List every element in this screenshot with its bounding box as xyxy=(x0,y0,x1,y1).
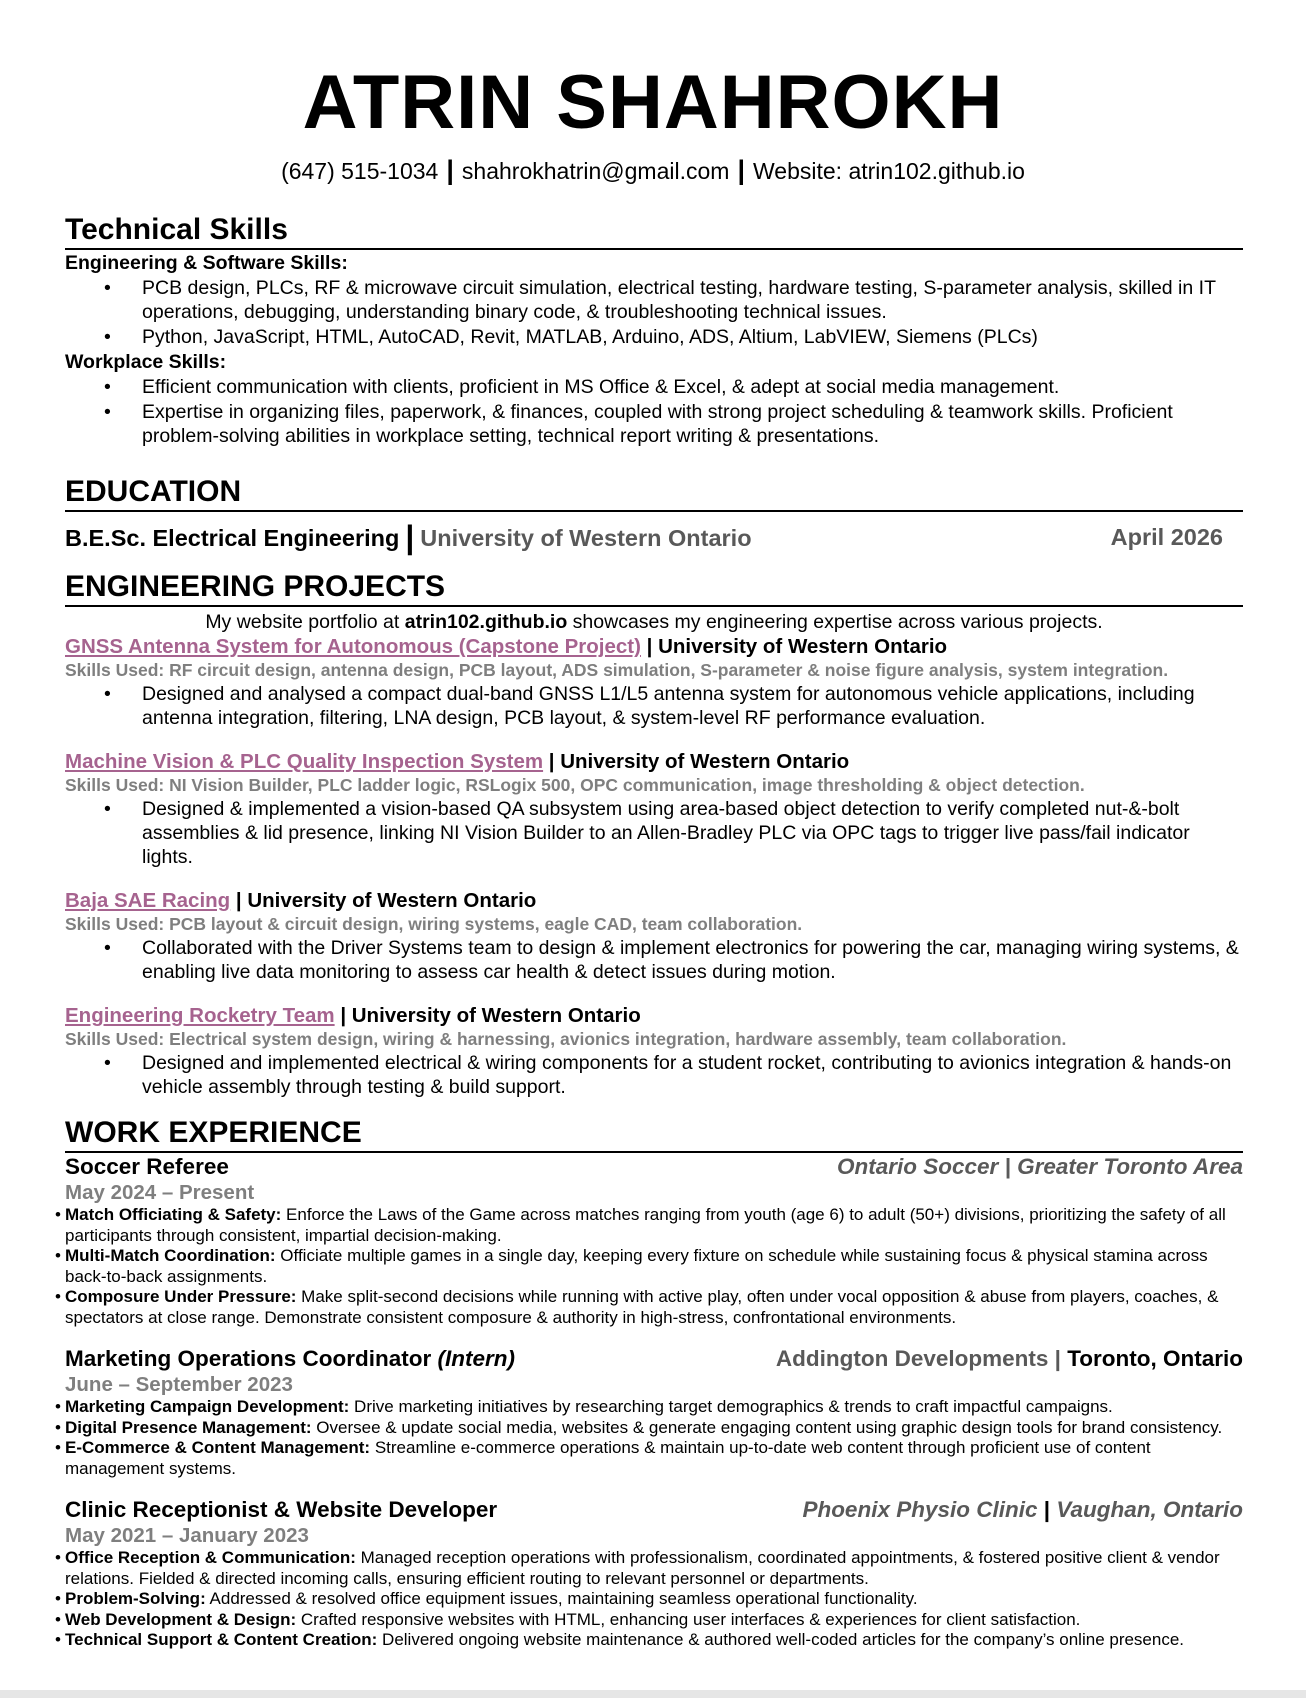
list-item: • Expertise in organizing files, paperwork, & finances, coupled with strong project scheduling & teamwork skills. Proficient problem-solving abilities in workplace setting, technical report writing & presentations. xyxy=(142,400,1243,448)
job-dates: May 2021 – January 2023 xyxy=(65,1524,309,1547)
project-skills: Skills Used: NI Vision Builder, PLC ladder logic, RSLogix 500, OPC communication, image thresholding & object detection. xyxy=(65,775,1085,795)
project-bullets xyxy=(65,797,1243,869)
project-heading xyxy=(65,1003,1243,1028)
list-item: • Collaborated with the Driver Systems team to design & implement electronics for powering the car, managing wiring systems, & enabling live data monitoring to assess car health & detect issues during motion. xyxy=(142,936,1243,984)
project-link[interactable]: GNSS Antenna System for Autonomous (Capstone Project) xyxy=(65,635,641,658)
job-bullets xyxy=(65,1548,1243,1651)
job-entry xyxy=(65,1153,1243,1328)
job-location: Vaughan, Ontario xyxy=(1056,1497,1243,1522)
job-heading xyxy=(65,1153,1243,1180)
bullet-label: Office Reception & Communication: xyxy=(65,1548,356,1567)
job-location: Greater Toronto Area xyxy=(1017,1154,1243,1179)
project-heading xyxy=(65,634,1243,659)
job-bullets xyxy=(65,1205,1243,1328)
job-role-extra: (Intern) xyxy=(437,1346,516,1371)
project-heading xyxy=(65,749,1243,774)
contact-separator: | xyxy=(446,155,454,185)
section-title-work-experience: WORK EXPERIENCE xyxy=(65,1115,1243,1153)
job-separator: | xyxy=(1037,1497,1057,1522)
list-item xyxy=(65,1610,1243,1631)
workplace-skills-list xyxy=(65,375,1243,448)
job-employer xyxy=(837,1153,1243,1180)
bullet-label: Match Officiating & Safety: xyxy=(65,1205,282,1224)
job-separator: | xyxy=(998,1154,1018,1179)
job-location: Toronto, Ontario xyxy=(1067,1346,1243,1371)
list-item xyxy=(65,1205,1243,1246)
portfolio-link[interactable]: atrin102.github.io xyxy=(404,611,568,633)
phone-number: (647) 515-1034 xyxy=(281,158,439,184)
project-skills: Skills Used: RF circuit design, antenna design, PCB layout, ADS simulation, S-parameter & noise figure analysis, system integration. xyxy=(65,660,1169,680)
project-link[interactable]: Machine Vision & PLC Quality Inspection System xyxy=(65,750,544,773)
email-address: shahrokhatrin@gmail.com xyxy=(461,158,730,184)
job-entry xyxy=(65,1345,1243,1479)
portfolio-suffix: showcases my engineering expertise across various projects. xyxy=(567,611,1103,633)
resume-content xyxy=(65,212,1243,1668)
list-item xyxy=(65,1548,1243,1589)
list-item xyxy=(65,1630,1243,1651)
project-org: | University of Western Ontario xyxy=(640,635,948,658)
section-title-technical-skills: Technical Skills xyxy=(65,212,1243,250)
section-title-projects: ENGINEERING PROJECTS xyxy=(65,569,1243,607)
bullet-text: Crafted responsive websites with HTML, enhancing user interfaces & experiences for client satisfaction. xyxy=(296,1609,1081,1629)
list-item: • Designed and analysed a compact dual-band GNSS L1/L5 antenna system for autonomous vehicle applications, including antenna integration, filtering, LNA design, PCB layout, & system-level RF performance evaluation. xyxy=(142,682,1243,730)
job-employer xyxy=(802,1496,1243,1523)
job-separator: | xyxy=(1048,1346,1068,1371)
project-org: | University of Western Ontario xyxy=(543,750,850,773)
bullet-text: Managed reception operations with professionalism, coordinated appointments, & fostered positive client & vendor relations. Fielded & directed incoming calls, ensuring efficient routing to relevant personnel or departments. xyxy=(65,1548,1220,1588)
job-heading xyxy=(65,1345,1243,1372)
job-role: Clinic Receptionist & Website Developer xyxy=(65,1497,498,1522)
portfolio-prefix: My website portfolio at xyxy=(205,611,405,633)
project-skills: Skills Used: Electrical system design, wiring & harnessing, avionics integration, hardware assembly, team collaboration. xyxy=(65,1029,1067,1049)
job-employer xyxy=(776,1345,1243,1372)
list-item xyxy=(65,1418,1243,1439)
job-company: Addington Developments xyxy=(775,1346,1049,1371)
bullet-text: Officiate multiple games in a single day, keeping every fixture on schedule while sustaining focus & physical stamina across back-to-back assignments. xyxy=(65,1246,1208,1286)
bullet-label: E-Commerce & Content Management: xyxy=(65,1438,371,1457)
project-entry xyxy=(65,634,1243,730)
bullet-text: Enforce the Laws of the Game across matches ranging from youth (age 6) to adult (50+) divisions, prioritizing the safety of all participants through consistent, impartial decision-making. xyxy=(65,1205,1226,1245)
project-entry xyxy=(65,1003,1243,1099)
job-dates: June – September 2023 xyxy=(65,1373,293,1396)
bullet-text: Make split-second decisions while running with active play, often under vocal opposition & abuse from players, coaches, & spectators at close range. Demonstrate consistent composure & authority in high-stress, confrontational environments. xyxy=(65,1287,1219,1327)
project-bullets xyxy=(65,682,1243,730)
resume-name: ATRIN SHAHROKH xyxy=(302,60,1004,145)
engineering-skills-heading: Engineering & Software Skills: xyxy=(65,252,348,274)
list-item xyxy=(65,1287,1243,1328)
bullet-label: Web Development & Design: xyxy=(65,1609,297,1629)
bullet-text: Delivered ongoing website maintenance & authored well-coded articles for the company’s online presence. xyxy=(377,1630,1185,1649)
list-item: • PCB design, PLCs, RF & microwave circuit simulation, electrical testing, hardware testing, S-parameter analysis, skilled in IT operations, debugging, understanding binary code, & troubleshooting technical issues. xyxy=(142,276,1243,324)
project-bullets xyxy=(65,936,1243,984)
project-heading xyxy=(65,888,1243,913)
job-company: Ontario Soccer xyxy=(836,1154,999,1179)
contact-separator: | xyxy=(737,155,745,185)
list-item xyxy=(65,1246,1243,1287)
project-entry xyxy=(65,888,1243,984)
school-name: University of Western Ontario xyxy=(420,525,752,551)
list-item: • Python, JavaScript, HTML, AutoCAD, Revit, MATLAB, Arduino, ADS, Altium, LabVIEW, Siemens (PLCs) xyxy=(142,325,1243,349)
bullet-text: Streamline e-commerce operations & maintain up-to-date web content through proficient use of content management systems. xyxy=(65,1438,1151,1478)
section-title-education: EDUCATION xyxy=(65,474,1243,512)
job-role: Marketing Operations Coordinator xyxy=(65,1346,438,1371)
education-entry xyxy=(65,520,1243,554)
contact-line xyxy=(0,156,1306,185)
website-link[interactable]: Website: atrin102.github.io xyxy=(753,158,1025,184)
job-bullets xyxy=(65,1397,1243,1479)
bullet-label: Digital Presence Management: xyxy=(65,1417,312,1437)
degree: B.E.Sc. Electrical Engineering xyxy=(65,525,400,551)
bullet-text: Oversee & update social media, websites & generate engaging content using graphic design tools for brand consistency. xyxy=(311,1417,1223,1437)
bullet-label: Marketing Campaign Development: xyxy=(65,1397,350,1416)
job-company: Phoenix Physio Clinic xyxy=(802,1497,1038,1522)
bullet-label: Composure Under Pressure: xyxy=(65,1287,297,1306)
bullet-label: Multi-Match Coordination: xyxy=(65,1246,276,1265)
bullet-text: Drive marketing initiatives by researching target demographics & trends to craft impactful campaigns. xyxy=(349,1397,1113,1416)
portfolio-line xyxy=(65,610,1243,634)
project-org: | University of Western Ontario xyxy=(230,889,537,912)
engineering-skills-list xyxy=(65,276,1243,349)
list-item xyxy=(65,1438,1243,1479)
bullet-label: Technical Support & Content Creation: xyxy=(65,1630,378,1649)
project-link[interactable]: Engineering Rocketry Team xyxy=(65,1004,335,1027)
bullet-label: Problem-Solving: xyxy=(65,1589,206,1608)
job-heading xyxy=(65,1496,1243,1523)
project-link[interactable]: Baja SAE Racing xyxy=(65,889,231,912)
job-dates: May 2024 – Present xyxy=(65,1181,255,1204)
workplace-skills-heading: Workplace Skills: xyxy=(65,351,227,373)
list-item xyxy=(65,1397,1243,1418)
list-item: • Designed & implemented a vision-based QA subsystem using area-based object detection to verify completed nut-&-bolt assemblies & lid presence, linking NI Vision Builder to an Allen-Bradley PLC via OPC tags to trigger live pass/fail indicator lights. xyxy=(142,797,1243,869)
degree-separator: | xyxy=(405,519,415,555)
project-bullets xyxy=(65,1051,1243,1099)
page-bottom-edge xyxy=(0,1690,1306,1698)
list-item: • Efficient communication with clients, proficient in MS Office & Excel, & adept at social media management. xyxy=(142,375,1243,399)
job-entry xyxy=(65,1496,1243,1651)
list-item: • Designed and implemented electrical & wiring components for a student rocket, contributing to avionics integration & hands-on vehicle assembly through testing & build support. xyxy=(142,1051,1243,1099)
bullet-text: Addressed & resolved office equipment issues, maintaining seamless operational functionality. xyxy=(205,1589,918,1608)
job-role: Soccer Referee xyxy=(65,1154,229,1179)
project-skills: Skills Used: PCB layout & circuit design, wiring systems, eagle CAD, team collaboration. xyxy=(65,914,803,934)
project-org: | University of Western Ontario xyxy=(334,1004,641,1027)
list-item xyxy=(65,1589,1243,1610)
project-entry xyxy=(65,749,1243,869)
graduation-date: April 2026 xyxy=(1110,524,1223,550)
